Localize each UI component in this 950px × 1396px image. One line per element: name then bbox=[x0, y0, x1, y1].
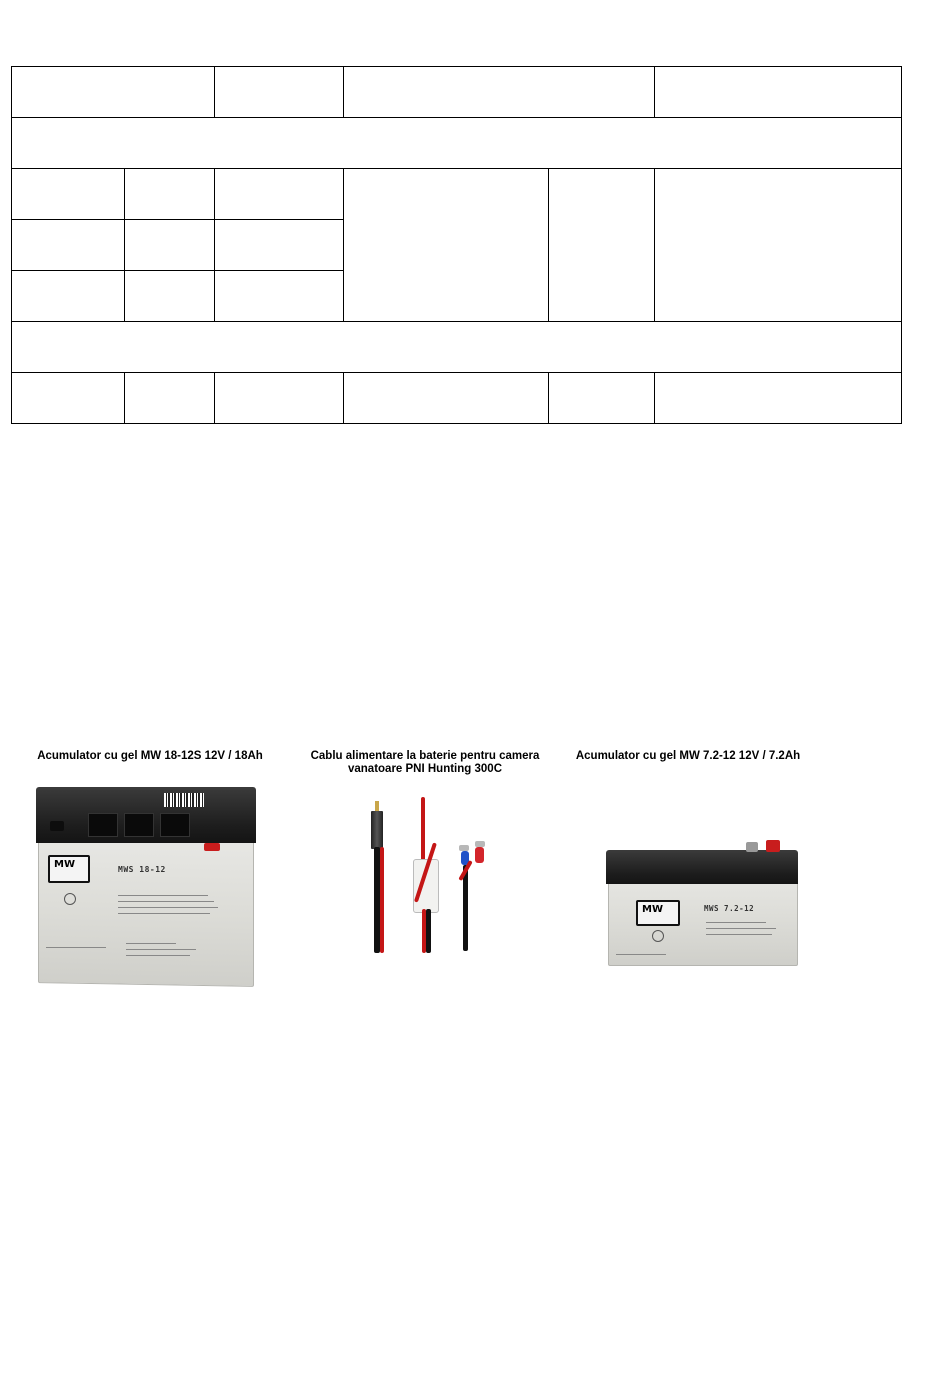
fine-print-line bbox=[126, 955, 190, 956]
barcode bbox=[164, 793, 204, 807]
battery-model-label: MWS 7.2-12 bbox=[704, 904, 755, 913]
table-cell bbox=[125, 169, 215, 220]
fine-print-line bbox=[46, 947, 106, 948]
table-cell bbox=[215, 220, 344, 271]
mw-power-logo-icon bbox=[636, 900, 680, 926]
table-cell bbox=[655, 373, 902, 424]
recycle-icon bbox=[652, 930, 664, 942]
product-caption-line-1: Cablu alimentare la baterie pentru camera bbox=[310, 750, 540, 762]
product-battery-18ah bbox=[30, 750, 270, 763]
fine-print-line bbox=[126, 943, 176, 944]
lid-slot bbox=[124, 813, 154, 837]
table-cell bbox=[12, 220, 125, 271]
fine-print-line bbox=[126, 949, 196, 950]
table-cell bbox=[125, 271, 215, 322]
battery-lid bbox=[606, 850, 798, 884]
product-caption: Acumulator cu gel MW 18-12S 12V / 18Ah bbox=[37, 750, 263, 762]
table-cell bbox=[215, 169, 344, 220]
table-cell bbox=[125, 220, 215, 271]
lid-slot bbox=[88, 813, 118, 837]
negative-terminal bbox=[50, 821, 64, 831]
product-caption: Acumulator cu gel MW 7.2-12 12V / 7.2Ah bbox=[575, 750, 801, 762]
table-cell bbox=[125, 373, 215, 424]
table-row bbox=[12, 67, 902, 118]
lid-slot bbox=[160, 813, 190, 837]
table-cell bbox=[549, 373, 655, 424]
table-cell bbox=[655, 169, 902, 322]
battery-18ah-image bbox=[36, 785, 258, 985]
table-cell bbox=[344, 67, 655, 118]
positive-terminal bbox=[766, 840, 780, 852]
table-row bbox=[12, 322, 902, 373]
table-cell bbox=[215, 373, 344, 424]
spec-table bbox=[11, 66, 902, 424]
table-cell bbox=[12, 169, 125, 220]
recycle-icon bbox=[64, 893, 76, 905]
table-cell bbox=[215, 67, 344, 118]
fine-print-line bbox=[118, 913, 210, 914]
table-cell bbox=[549, 169, 655, 322]
table-section-cell bbox=[12, 322, 902, 373]
mw-power-logo-icon bbox=[48, 855, 90, 883]
fine-print-line bbox=[118, 907, 218, 908]
fine-print-line bbox=[706, 928, 776, 929]
red-terminal-lug bbox=[475, 847, 484, 863]
battery-7-2ah-image bbox=[606, 838, 800, 966]
table-row bbox=[12, 169, 902, 220]
table-cell bbox=[655, 67, 902, 118]
battery-body bbox=[38, 823, 254, 987]
table-cell bbox=[215, 271, 344, 322]
table-row bbox=[12, 118, 902, 169]
table-row bbox=[12, 373, 902, 424]
fine-print-line bbox=[616, 954, 666, 955]
black-wire bbox=[426, 909, 431, 953]
fine-print-line bbox=[118, 901, 214, 902]
table-cell bbox=[12, 373, 125, 424]
fine-print-line bbox=[706, 922, 766, 923]
table-cell bbox=[12, 67, 215, 118]
negative-terminal bbox=[746, 842, 758, 852]
product-caption-line-2: vanatoare PNI Hunting 300C bbox=[347, 763, 502, 775]
red-wire bbox=[380, 847, 384, 953]
table-cell bbox=[344, 169, 549, 322]
positive-terminal bbox=[204, 843, 220, 851]
product-power-cable bbox=[300, 750, 550, 776]
fine-print-line bbox=[706, 934, 772, 935]
fine-print-line bbox=[118, 895, 208, 896]
black-wire bbox=[463, 865, 468, 951]
product-battery-7-2ah bbox=[568, 750, 808, 763]
dc-plug bbox=[371, 811, 383, 849]
table-cell bbox=[344, 373, 549, 424]
battery-model-label: MWS 18-12 bbox=[118, 865, 166, 874]
power-cable-image bbox=[355, 795, 495, 955]
table-cell bbox=[12, 271, 125, 322]
table-section-cell bbox=[12, 118, 902, 169]
